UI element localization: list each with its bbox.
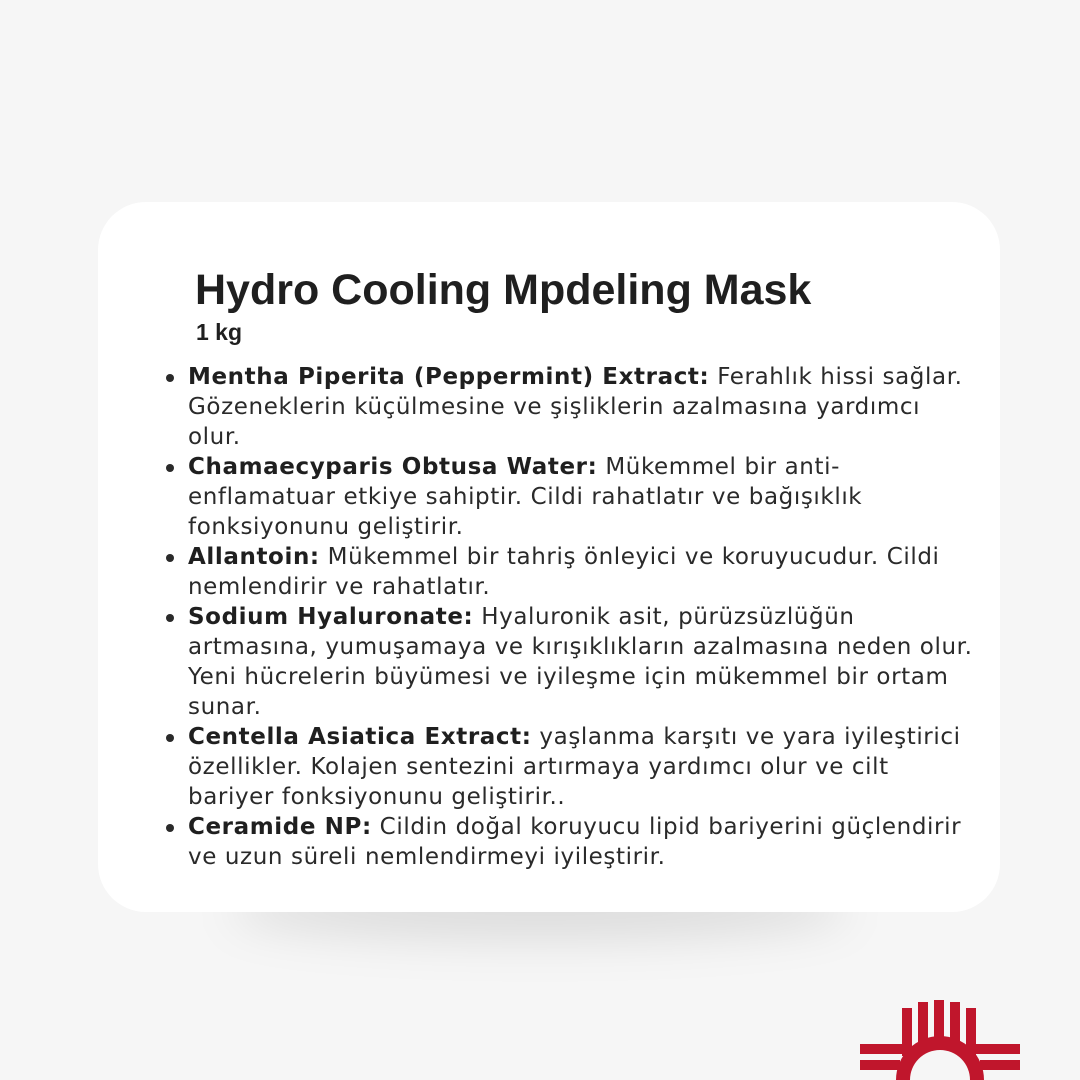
bullet-icon (166, 374, 174, 382)
ingredient-description: Cildin doğal koruyucu lipid bariyerini güçlendirir ve uzun süreli nemlendirmeyi iyileştirir. (188, 814, 962, 870)
bullet-icon (166, 824, 174, 832)
bullet-icon (166, 554, 174, 562)
ingredient-description: Mükemmel bir anti-enflamatuar etkiye sahiptir. Cildi rahatlatır ve bağışıklık fonksiyonunu geliştirir. (188, 454, 863, 540)
ingredient-description: yaşlanma karşıtı ve yara iyileştirici özellikler. Kolajen sentezini artırmaya yardımcı olur ve cilt bariyer fonksiyonunu geliştirir.. (188, 724, 961, 810)
product-title: Hydro Cooling Mpdeling Mask (195, 266, 812, 314)
ingredient-list (188, 362, 978, 872)
ingredient-item (188, 542, 978, 602)
ingredient-description: Mükemmel bir tahriş önleyici ve koruyucudur. Cildi nemlendirir ve rahatlatır. (188, 544, 940, 600)
ingredient-item (188, 452, 978, 542)
product-card (98, 202, 1000, 912)
ingredient-description: Ferahlık hissi sağlar. Gözeneklerin küçülmesine ve şişliklerin azalmasına yardımcı olur. (188, 364, 963, 450)
bullet-icon (166, 614, 174, 622)
ingredient-name: Sodium Hyaluronate: (188, 604, 474, 630)
ingredient-name: Ceramide NP: (188, 814, 372, 840)
ingredient-name: Mentha Piperita (Peppermint) Extract: (188, 364, 710, 390)
ingredient-name: Centella Asiatica Extract: (188, 724, 532, 750)
ingredient-name: Allantoin: (188, 544, 320, 570)
product-weight: 1 kg (196, 319, 243, 345)
ingredient-item (188, 812, 978, 872)
ingredient-description: Hyaluronik asit, pürüzsüzlüğün artmasına, yumuşamaya ve kırışıklıkların azalmasına neden olur. Yeni hücrelerin büyümesi ve iyileşme için mükemmel bir ortam sunar. (188, 604, 973, 720)
bullet-icon (166, 734, 174, 742)
ingredient-item (188, 362, 978, 452)
brand-logo-icon (860, 1000, 1020, 1080)
ingredient-name: Chamaecyparis Obtusa Water: (188, 454, 598, 480)
bullet-icon (166, 464, 174, 472)
ingredient-item (188, 602, 978, 722)
ingredient-item (188, 722, 978, 812)
